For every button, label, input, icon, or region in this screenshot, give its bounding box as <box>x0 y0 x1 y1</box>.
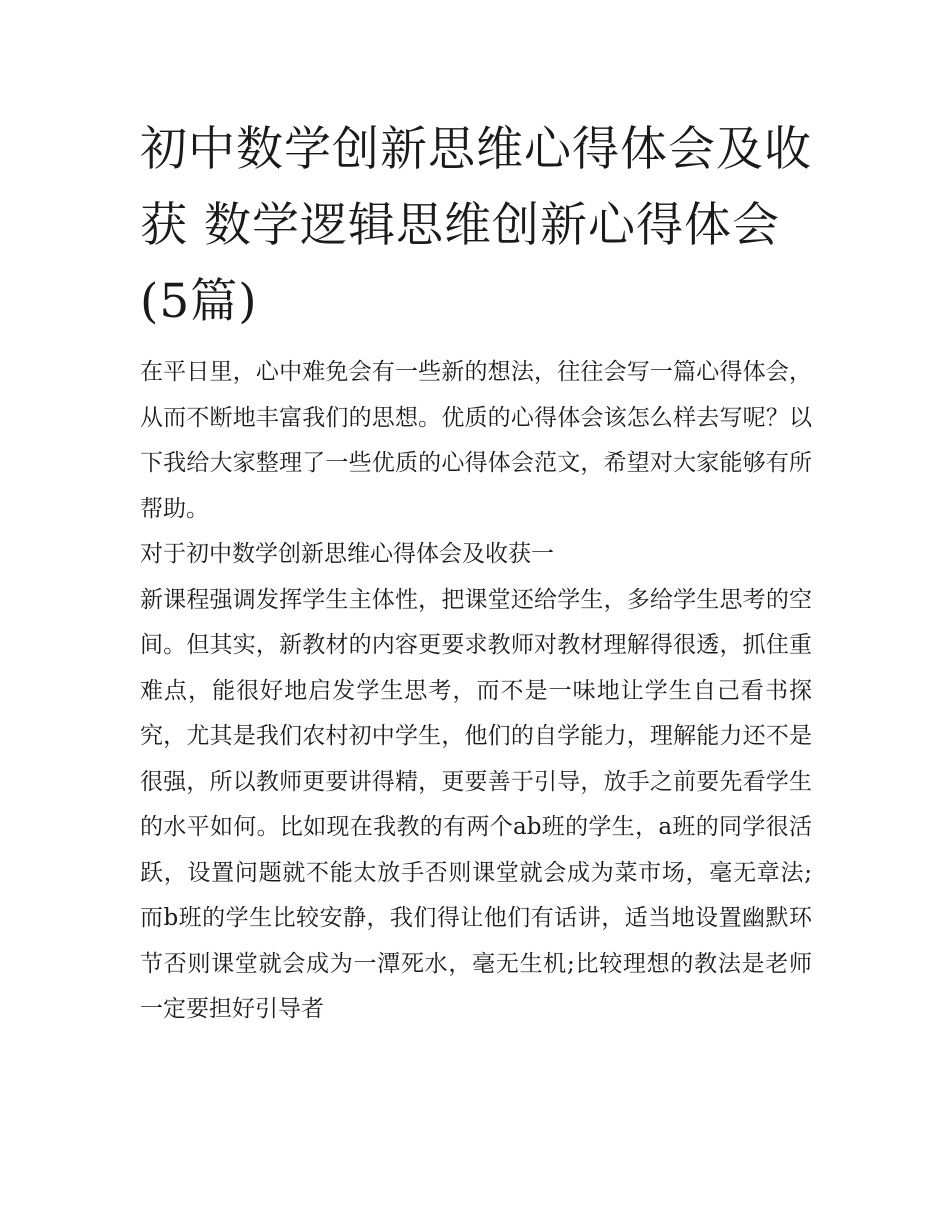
document-page <box>140 112 812 1033</box>
intro-paragraph: 在平日里，心中难免会有一些新的想法，往往会写一篇心得体会，从而不断地丰富我们的思想。优质的心得体会该怎么样去写呢？以下我给大家整理了一些优质的心得体会范文，希望对大家能够有所帮助。 <box>140 359 812 522</box>
body-paragraph: 新课程强调发挥学生主体性，把课堂还给学生，多给学生思考的空间。但其实，新教材的内容更要求教师对教材理解得很透，抓住重难点，能很好地启发学生思考，而不是一味地让学生自己看书探究，尤其是我们农村初中学生，他们的自学能力，理解能力还不是很强，所以教师更要讲得精，更要善于引导，放手之前要先看学生的水平如何。比如现在我教的有两个ab班的学生，a班的同学很活跃，设置问题就不能太放手否则课堂就会成为菜市场，毫无章法;而b班的学生比较安静，我们得让他们有话讲，适当地设置幽默环节否则课堂就会成为一潭死水，毫无生机;比较理想的教法是老师一定要担好引导者 <box>140 586 812 1022</box>
document-title: 初中数学创新思维心得体会及收获 数学逻辑思维创新心得体会(5篇) <box>140 122 812 329</box>
section-heading: 对于初中数学创新思维心得体会及收获一 <box>140 541 554 567</box>
